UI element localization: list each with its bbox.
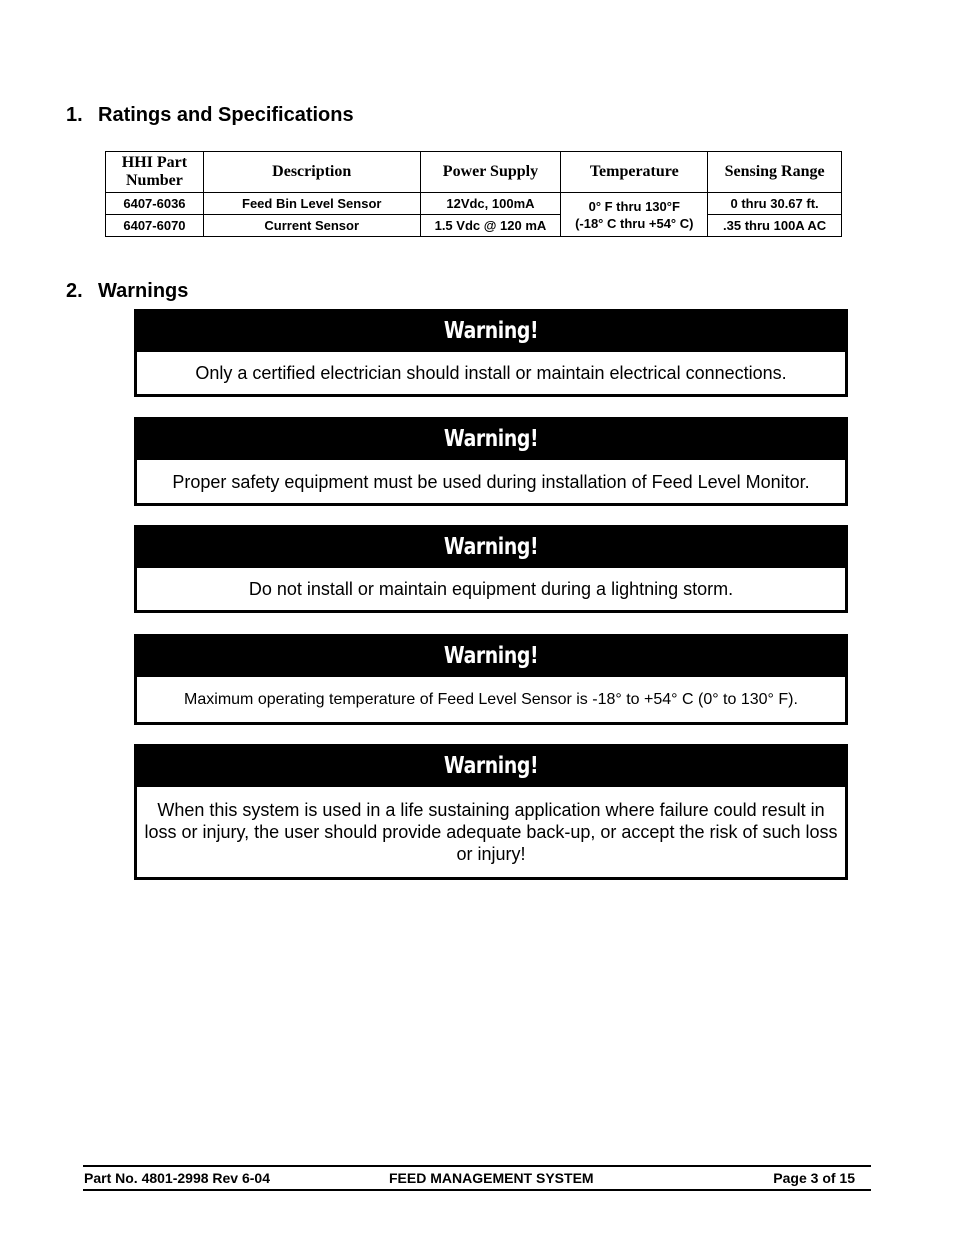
temperature-celsius: (-18° C thru +54° C) bbox=[575, 215, 694, 231]
table-row bbox=[106, 215, 842, 237]
cell-part-number: 6407-6036 bbox=[106, 193, 204, 215]
warning-title: Warning! bbox=[201, 420, 782, 460]
cell-description: Feed Bin Level Sensor bbox=[203, 193, 420, 215]
warning-title: Warning! bbox=[201, 528, 782, 568]
column-header-temperature: Temperature bbox=[561, 152, 708, 193]
cell-sensing-range: .35 thru 100A AC bbox=[708, 215, 842, 237]
warning-box bbox=[134, 744, 848, 880]
table-row bbox=[106, 193, 842, 215]
warning-box bbox=[134, 309, 848, 397]
cell-temperature bbox=[561, 193, 708, 237]
warning-text: Proper safety equipment must be used during installation of Feed Level Monitor. bbox=[172, 471, 810, 492]
temperature-fahrenheit: 0° F thru 130°F bbox=[588, 198, 680, 214]
warning-box bbox=[134, 525, 848, 613]
column-header-part-number: HHI Part Number bbox=[106, 152, 204, 193]
column-header-power-supply: Power Supply bbox=[420, 152, 561, 193]
section-title: Ratings and Specifications bbox=[98, 104, 354, 126]
warning-title: Warning! bbox=[201, 637, 782, 677]
section-title: Warnings bbox=[98, 280, 189, 302]
specs-table bbox=[105, 151, 842, 237]
cell-sensing-range: 0 thru 30.67 ft. bbox=[708, 193, 842, 215]
page-footer bbox=[83, 1165, 871, 1191]
footer-page-number: Page 3 of 15 bbox=[773, 1170, 855, 1186]
warning-title: Warning! bbox=[201, 747, 782, 787]
column-header-sensing-range: Sensing Range bbox=[708, 152, 842, 193]
section-heading-warnings bbox=[66, 279, 188, 303]
warning-text: Only a certified electrician should install or maintain electrical connections. bbox=[195, 363, 787, 383]
warning-box bbox=[134, 417, 848, 506]
section-heading-ratings bbox=[66, 103, 354, 127]
warning-text: Maximum operating temperature of Feed Level Sensor is -18° to +54° C (0° to 130° F). bbox=[184, 690, 798, 708]
column-header-description: Description bbox=[203, 152, 420, 193]
cell-power-supply: 1.5 Vdc @ 120 mA bbox=[420, 215, 561, 237]
warning-title: Warning! bbox=[201, 312, 782, 352]
footer-system-name: FEED MANAGEMENT SYSTEM bbox=[389, 1170, 594, 1186]
section-number: 1. bbox=[66, 104, 83, 126]
section-number: 2. bbox=[66, 280, 83, 302]
cell-power-supply: 12Vdc, 100mA bbox=[420, 193, 561, 215]
cell-part-number: 6407-6070 bbox=[106, 215, 204, 237]
warning-text: Do not install or maintain equipment during a lightning storm. bbox=[248, 579, 734, 599]
warning-text: When this system is used in a life sustaining application where failure could result in loss or injury, the user should provide adequate back-up, or accept the risk of such loss or injury! bbox=[144, 800, 838, 864]
warning-box bbox=[134, 634, 848, 725]
cell-description: Current Sensor bbox=[203, 215, 420, 237]
footer-part-number: Part No. 4801-2998 Rev 6-04 bbox=[84, 1170, 270, 1186]
table-header-row bbox=[106, 152, 842, 193]
